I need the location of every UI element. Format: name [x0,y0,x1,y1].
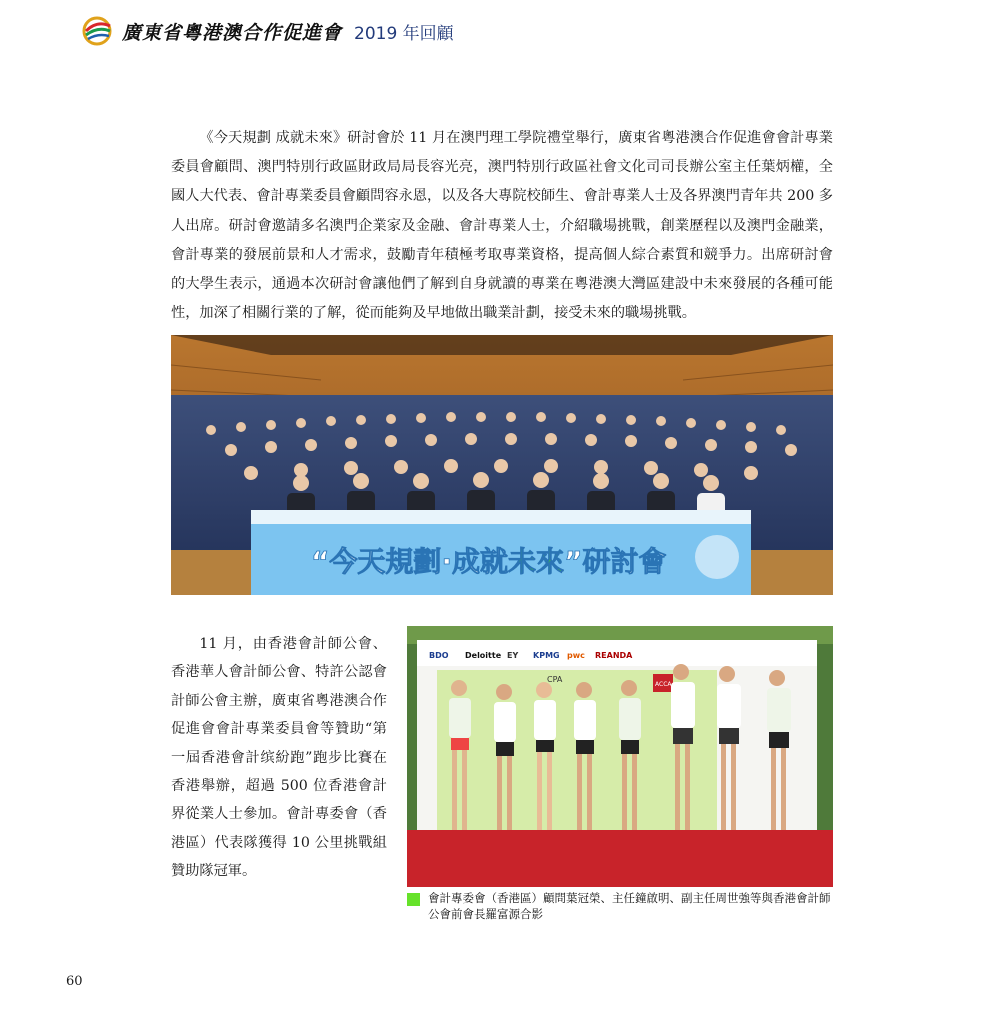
sponsor-logo-6: REANDA [595,651,633,660]
year-title: 2019 年回顧 [354,23,454,44]
sponsor-logo-3: EY [507,651,519,660]
cpa-logo-text: CPA [547,675,563,684]
organization-logo-icon [80,16,114,46]
acca-logo-text: ACCA [655,681,672,688]
seminar-banner-text: “今天規劃·成就未來”研討會 [311,545,667,578]
sponsor-logo-5: pwc [567,651,585,660]
organization-name: 廣東省粵港澳合作促進會 [122,21,343,44]
sponsor-logo-2: Deloitte [465,651,502,660]
sponsor-logo-1: BDO [429,651,449,660]
photo-caption [407,890,833,922]
running-team-photo [407,626,833,887]
article-paragraph-1: 《今天規劃 成就未來》研討會於 11 月在澳門理工學院禮堂舉行，廣東省粵港澳合作促進會會計專業委員會顧問、澳門特別行政區財政局局長容光亮，澳門特別行政區社會文化司司長辦公室主任葉炳權，全國人大代表、會計專業委員會顧問容永恩，以及各大專院校師生、會計專業人士及各界澳門青年共 200 多人出席。研討會邀請多名澳門企業家及金融、會計專業人士，介紹職場挑戰，創業歷程以及澳門金融業，會計專業的發展前景和人才需求，鼓勵青年積極考取專業資格，提高個人綜合素質和競爭力。出席研討會的大學生表示，通過本次研討會讓他們了解到自身就讀的專業在粵港澳大灣區建設中未來發展的各種可能性，加深了相關行業的了解，從而能夠及早地做出職業計劃，接受未來的職場挑戰。 [171,130,833,322]
page-number: 60 [66,974,83,989]
caption-text: 會計專委會（香港區）顧問葉冠榮、主任鐘啟明、副主任周世強等與香港會計師公會前會長羅富源合影 [428,891,831,921]
page-header [80,14,454,48]
seminar-group-photo [171,335,833,595]
article-paragraph-2: 11 月，由香港會計師公會、香港華人會計師公會、特許公認會計師公會主辦，廣東省粵港澳合作促進會會計專業委員會等贊助“第一屆香港會計缤紛跑”跑步比賽在香港舉辦，超過 500 位香港會計界從業人士參加。會計專委會（香港區）代表隊獲得 10 公里挑戰組贊助隊冠軍。 [171,636,387,880]
caption-marker-icon [407,893,420,906]
sponsor-logo-4: KPMG [533,651,560,660]
